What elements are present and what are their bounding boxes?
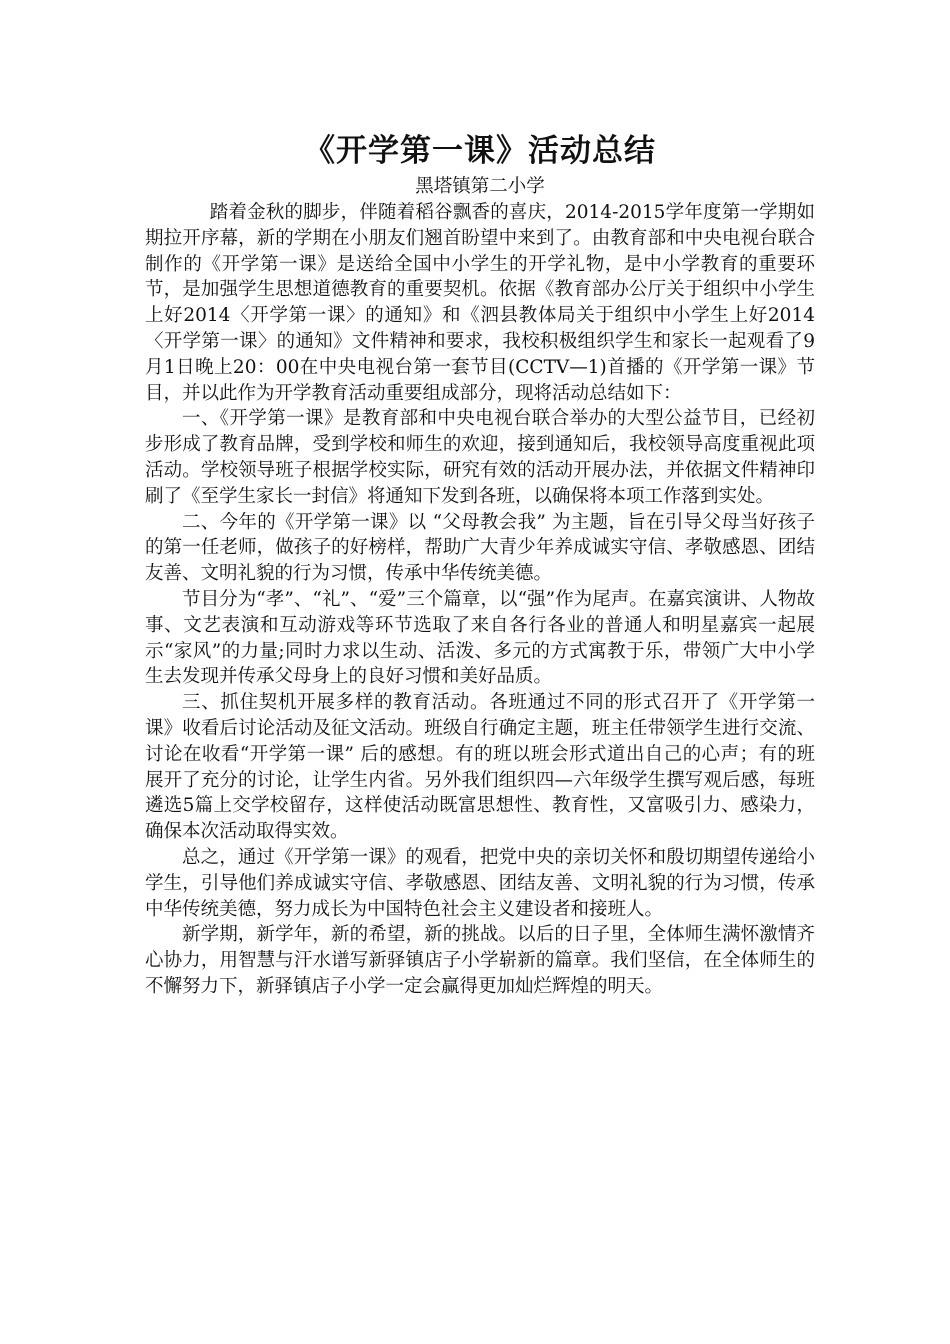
document-author: 黑塔镇第二小学: [415, 176, 545, 197]
document-title: 《开学第一课》活动总结: [304, 133, 656, 169]
paragraph-program-chapters: 节目分为“孝”、“礼”、“爱”三个篇章，以“强”作为尾声。在嘉宾演讲、人物故事、文艺表演和互动游戏等环节选取了来自各行各业的普通人和明星嘉宾一起展示“家风”的力量;同时力求以生动、活泼、多元的方式寓教于乐，带领广大中小学生去发现并传承父母身上的良好习惯和美好品质。: [145, 588, 815, 688]
paragraph-intro: 踏着金秋的脚步，伴随着稻谷飘香的喜庆，2014-2015学年度第一学期如期拉开序幕，新的学期在小朋友们翘首盼望中来到了。由教育部和中央电视台联合制作的《开学第一课》是送给全国中小学生的开学礼物，是中小学教育的重要环节，是加强学生思想道德教育的重要契机。依据《教育部办公厅关于组织中小学生上好2014〈开学第一课〉的通知》和《泗县教体局关于组织中小学生上好2014〈开学第一课〉的通知》文件精神和要求，我校积极组织学生和家长一起观看了9月1日晚上20：00在中央电视台第一套节目(CCTV—1)首播的《开学第一课》节目，并以此作为开学教育活动重要组成部分，现将活动总结如下：: [145, 202, 815, 404]
paragraph-section-three: 三、抓住契机开展多样的教育活动。各班通过不同的形式召开了《开学第一课》收看后讨论活动及征文活动。班级自行确定主题，班主任带领学生进行交流、讨论在收看“开学第一课” 后的感想。有的班以班会形式道出自己的心声；有的班展开了充分的讨论，让学生内省。另外我们组织四—六年级学生撰写观后感，每班遴选5篇上交学校留存，这样使活动既富思想性、教育性，又富吸引力、感染力，确保本次活动取得实效。: [145, 692, 815, 843]
paragraph-section-two: 二、今年的《开学第一课》以 “父母教会我” 为主题，旨在引导父母当好孩子的第一任老师，做孩子的好榜样，帮助广大青少年养成诚实守信、孝敬感恩、团结友善、文明礼貌的行为习惯，传承中华传统美德。: [145, 511, 815, 585]
document-body: [145, 128, 815, 1000]
paragraph-section-one: 一、《开学第一课》是教育部和中央电视台联合举办的大型公益节目，已经初步形成了教育品牌，受到学校和师生的欢迎，接到通知后，我校领导高度重视此项活动。学校领导班子根据学校实际，研究有效的活动开展办法，并依据文件精神印刷了《至学生家长一封信》将通知下发到各班，以确保将本项工作落到实处。: [145, 408, 815, 507]
paragraph-summary: 总之，通过《开学第一课》的观看，把党中央的亲切关怀和殷切期望传递给小学生，引导他们养成诚实守信、孝敬感恩、团结友善、文明礼貌的行为习惯，传承中华传统美德，努力成长为中国特色社会主义建设者和接班人。: [145, 846, 815, 920]
paragraph-closing: 新学期，新学年，新的希望，新的挑战。以后的日子里，全体师生满怀激情齐心协力，用智慧与汗水谱写新驿镇店子小学崭新的篇章。我们坚信，在全体师生的不懈努力下，新驿镇店子小学一定会赢得更加灿烂辉煌的明天。: [145, 924, 815, 997]
